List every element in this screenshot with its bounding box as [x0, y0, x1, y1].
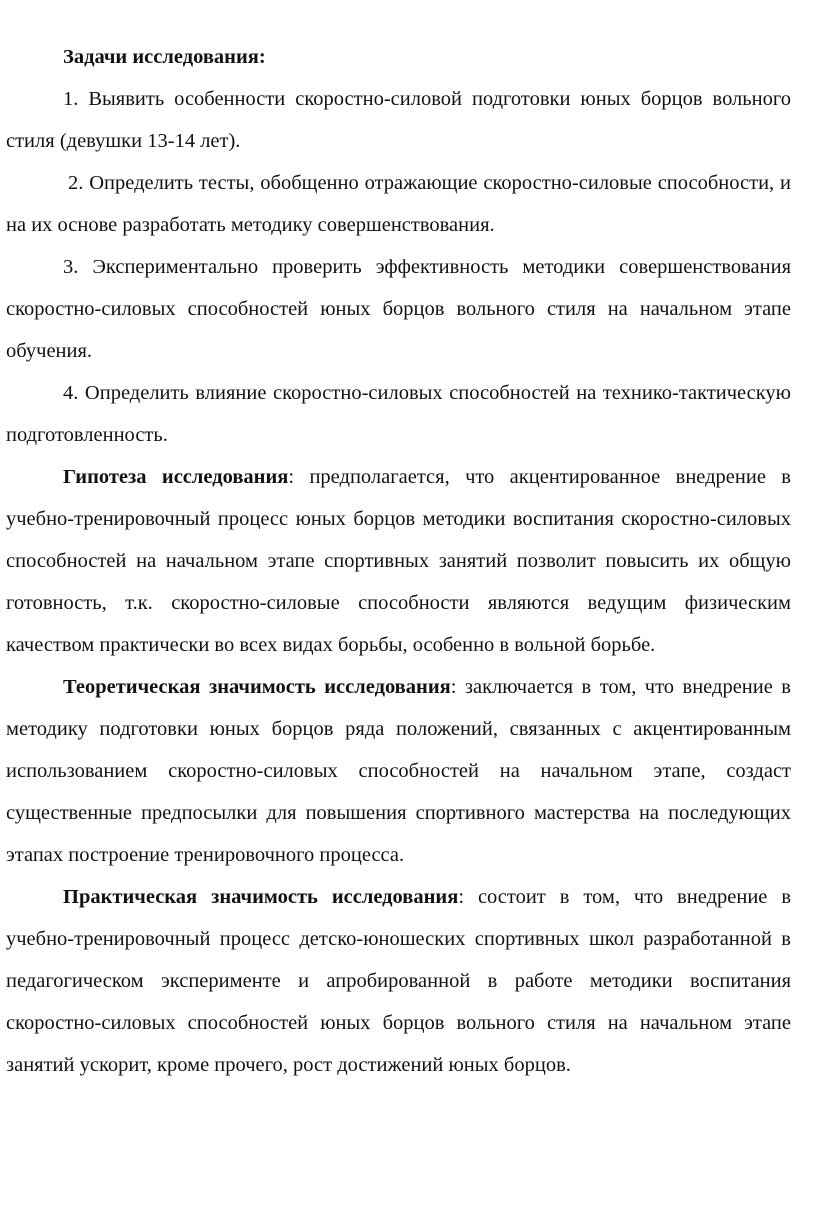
task-item-4: 4. Определить влияние скоростно-силовых способностей на технико-тактическую подготовленность. — [6, 382, 791, 446]
task-item-2: 2. Определить тесты, обобщенно отражающие скоростно-силовые способности, и на их основе разработать методику совершенствования. — [6, 172, 791, 236]
task-item-1: 1. Выявить особенности скоростно-силовой подготовки юных борцов вольного стиля (девушки 13-14 лет). — [6, 88, 791, 152]
practical-text: : состоит в том, что внедрение в учебно-тренировочный процесс детско-юношеских спортивных школ разработанной в педагогическом эксперименте и апробированной в работе методики воспитания скоростно-силовых способностей юных борцов вольного стиля на начальном этапе занятий ускорит, кроме прочего, рост достижений юных борцов. — [6, 886, 791, 1076]
theoretical-text: : заключается в том, что внедрение в методику подготовки юных борцов ряда положений, связанных с акцентированным использованием скоростно-силовых способностей на начальном этапе, создаст существенные предпосылки для повышения спортивного мастерства на последующих этапах построение тренировочного процесса. — [6, 676, 791, 866]
theoretical-label: Теоретическая значимость исследования — [63, 676, 451, 698]
practical-paragraph — [6, 876, 791, 1086]
theoretical-paragraph — [6, 666, 791, 876]
practical-label: Практическая значимость исследования — [63, 886, 459, 908]
hypothesis-paragraph — [6, 456, 791, 666]
hypothesis-label: Гипотеза исследования — [63, 466, 289, 488]
task-item-3: 3. Экспериментально проверить эффективность методики совершенствования скоростно-силовых способностей юных борцов вольного стиля на начальном этапе обучения. — [6, 256, 791, 362]
tasks-heading: Задачи исследования: — [63, 46, 266, 68]
hypothesis-text: : предполагается, что акцентированное внедрение в учебно-тренировочный процесс юных борцов методики воспитания скоростно-силовых способностей на начальном этапе спортивных занятий позволит повысить их общую готовность, т.к. скоростно-силовые способности являются ведущим физическим качеством практически во всех видах борьбы, особенно в вольной борьбе. — [6, 466, 791, 656]
